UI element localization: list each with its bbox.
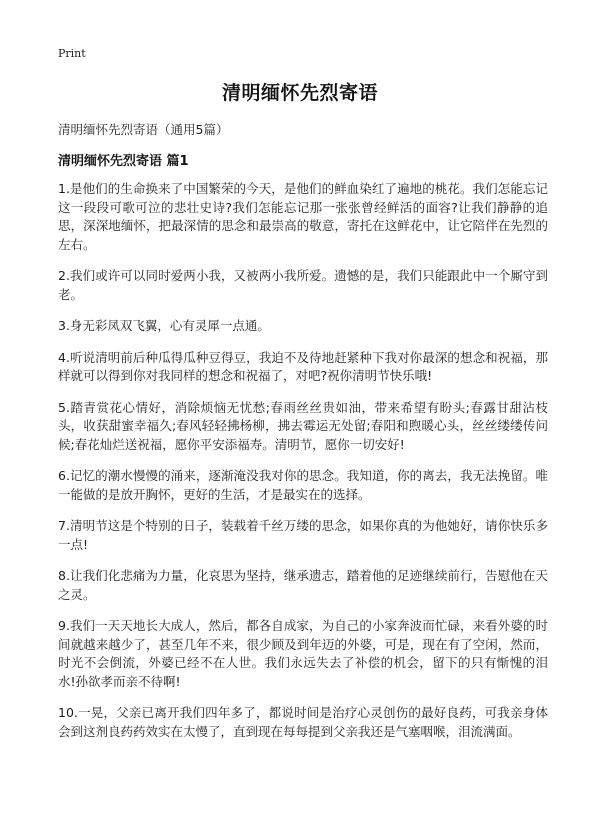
document-subtitle: 清明缅怀先烈寄语（通用5篇） bbox=[58, 122, 229, 137]
paragraph-4: 4.听说清明前后种瓜得瓜种豆得豆，我迫不及待地赶紧种下我对你最深的想念和祝福，那样就可以得到你对我同样的想念和祝福了，对吧?祝你清明节快乐哦! bbox=[58, 349, 548, 383]
document-body bbox=[58, 180, 548, 754]
paragraph-9: 9.我们一天天地长大成人，然后，都各自成家，为自己的小家奔波而忙碌，来看外婆的时间就越来越少了，甚至几年不来，很少顾及到年迈的外婆，可是，现在有了空闲，然而，时光不会倒流，外婆已经不在人世。我们永远失去了补偿的机会，留下的只有惭愧的泪水!孙欲孝而亲不待啊! bbox=[58, 618, 548, 689]
paragraph-8: 8.让我们化悲痛为力量，化哀思为坚持，继承遗志，踏着他的足迹继续前行，告慰他在天之灵。 bbox=[58, 568, 548, 602]
document-title: 清明缅怀先烈寄语 bbox=[221, 82, 378, 104]
section-heading: 清明缅怀先烈寄语 篇1 bbox=[58, 154, 189, 169]
paragraph-1: 1.是他们的生命换来了中国繁荣的今天，是他们的鲜血染红了遍地的桃花。我们怎能忘记这一段段可歌可泣的悲壮史诗?我们怎能忘记那一张张曾经鲜活的面容?让我们静静的追思，深深地缅怀，把最深情的思念和最崇高的敬意，寄托在这鲜花中，让它陪伴在先烈的左右。 bbox=[58, 181, 548, 252]
paragraph-10: 10.一晃，父亲已离开我们四年多了，都说时间是治疗心灵创伤的最好良药，可我亲身体会到这剂良药药效实在太慢了，直到现在每每提到父亲我还是气塞咽喉，泪流满面。 bbox=[58, 705, 548, 739]
paragraph-7: 7.清明节这是个特别的日子，装载着千丝万缕的思念，如果你真的为他她好，请你快乐多一点! bbox=[58, 518, 548, 552]
print-link[interactable]: Print bbox=[58, 47, 86, 60]
paragraph-5: 5.踏青赏花心情好，消除烦恼无忧愁;春雨丝丝贵如油，带来希望有盼头;春露甘甜沾枝头，收获甜蜜幸福久;春风轻轻拂杨柳，拂去霉运无处留;春阳和煦暖心头，丝丝缕缕传问候;春花灿烂送祝福，愿你平安添福寿。清明节，愿你一切安好! bbox=[58, 399, 548, 452]
paragraph-2: 2.我们或许可以同时爱两小我，又被两小我所爱。遗憾的是，我们只能跟此中一个厮守到老。 bbox=[58, 268, 548, 302]
paragraph-6: 6.记忆的潮水慢慢的涌来，逐渐淹没我对你的思念。我知道，你的离去，我无法挽留。唯一能做的是放开胸怀，更好的生活，才是最实在的选择。 bbox=[58, 468, 548, 502]
paragraph-3: 3.身无彩凤双飞翼，心有灵犀一点通。 bbox=[58, 318, 270, 333]
